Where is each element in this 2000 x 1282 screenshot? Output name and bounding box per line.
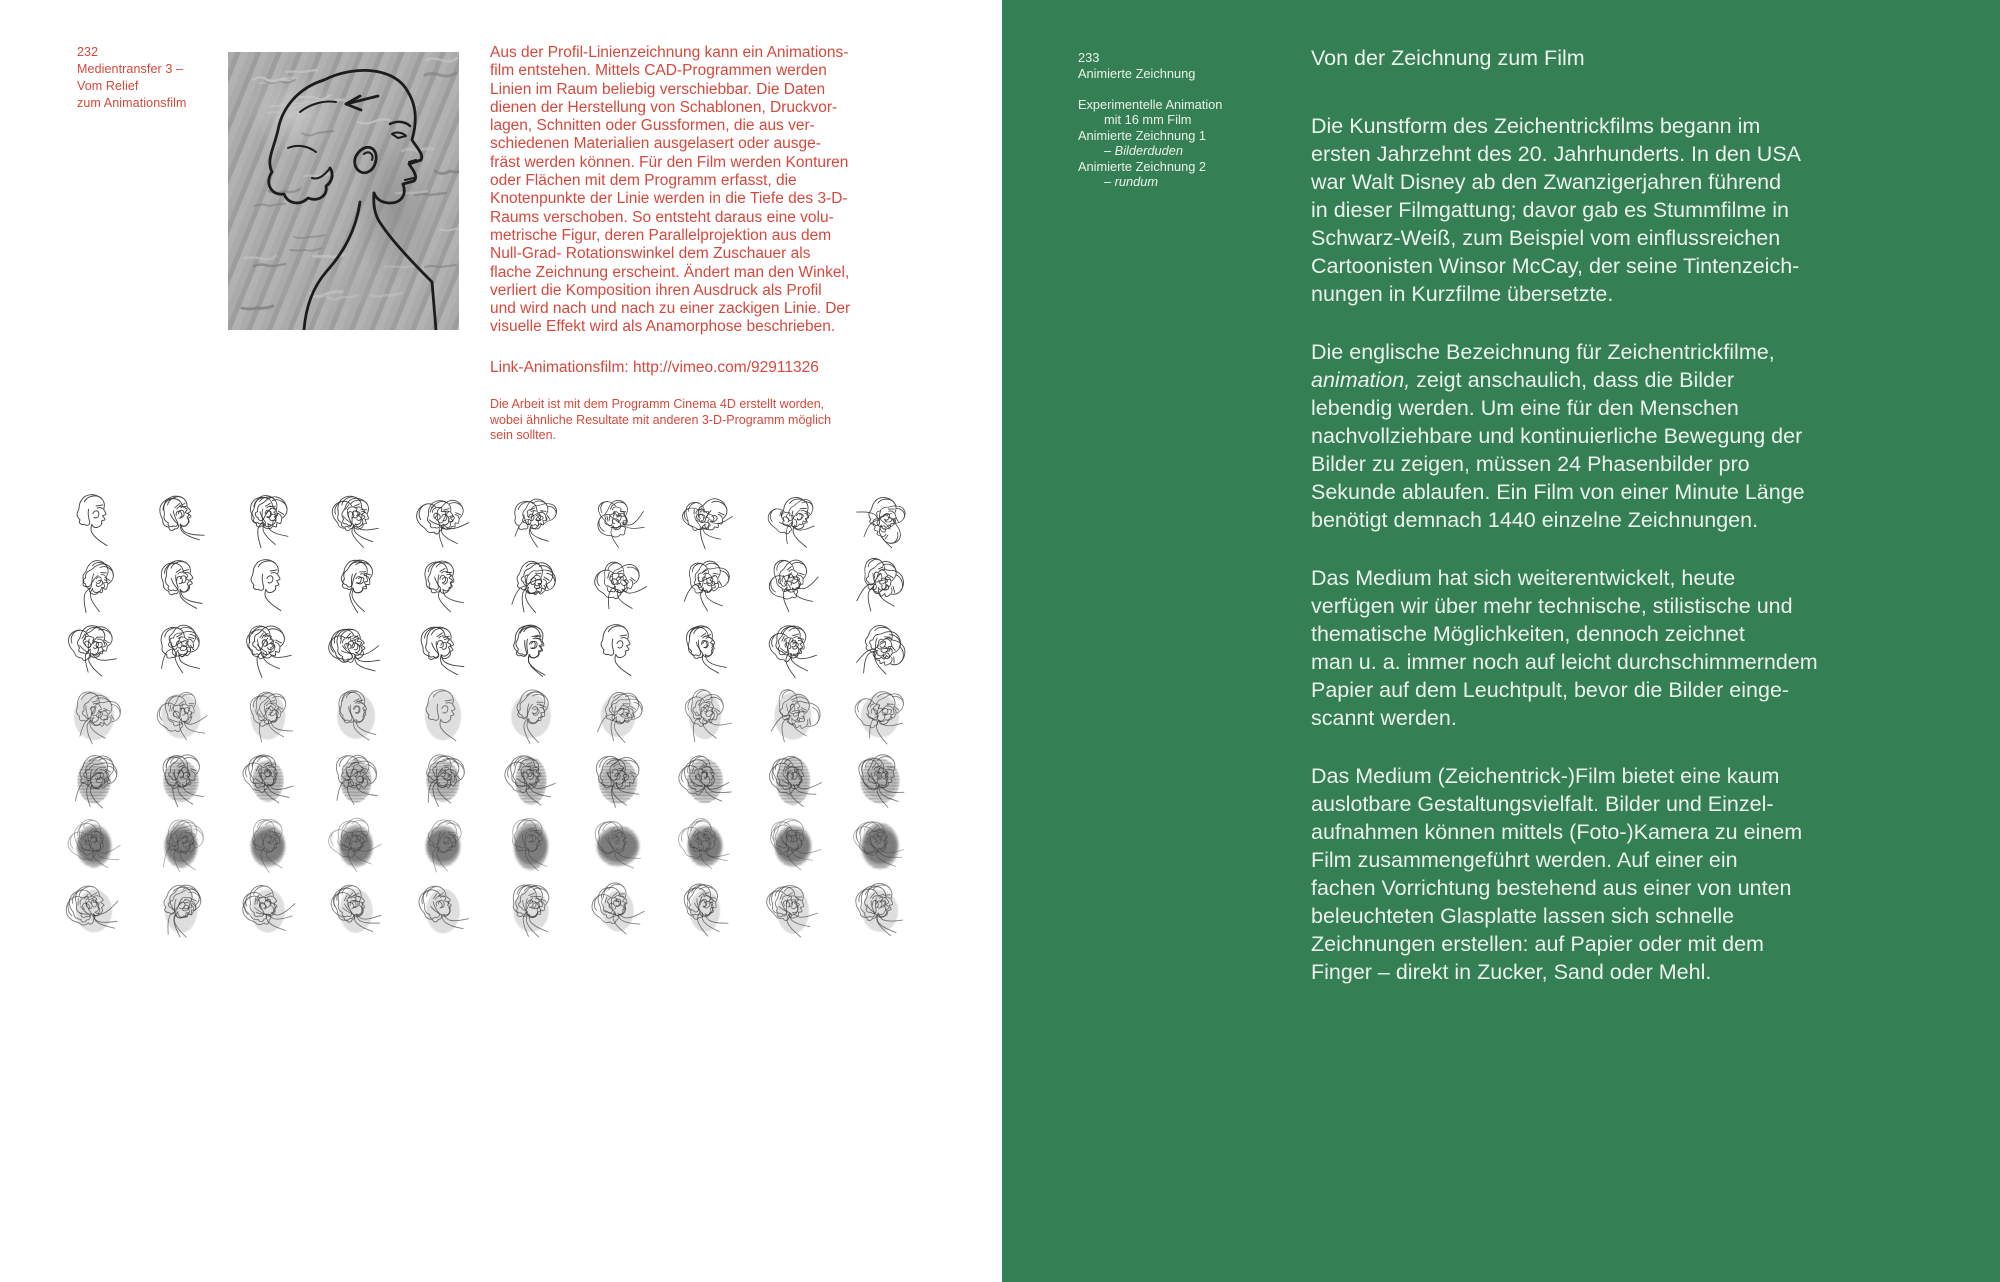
grid-head-cell bbox=[574, 618, 661, 683]
left-text-column bbox=[490, 44, 930, 444]
text-line: nachvollziehbare und kontinuierliche Bewegung der bbox=[1311, 424, 1803, 448]
grid-head-cell bbox=[487, 813, 574, 878]
grid-head-cell bbox=[749, 488, 836, 553]
text-line: lagen, Schnitten oder Gussformen, die aus ver- bbox=[490, 117, 815, 135]
text-line: Das Medium (Zeichentrick-)Film bietet eine kaum bbox=[1311, 764, 1780, 788]
page-number: 233 bbox=[1078, 50, 1100, 65]
grid-head-cell bbox=[50, 748, 137, 813]
grid-head-cell bbox=[312, 553, 399, 618]
right-text-column bbox=[1311, 44, 1891, 1016]
text-line: und wird nach und nach zu einer zackigen Linie. Der bbox=[490, 300, 851, 318]
grid-head-cell bbox=[225, 553, 312, 618]
text-line: benötigt demnach 1440 einzelne Zeichnungen. bbox=[1311, 508, 1759, 532]
text-line: verfügen wir über mehr technische, stilistische und bbox=[1311, 594, 1793, 618]
page-number-block-right bbox=[1078, 50, 1222, 190]
grid-head-cell bbox=[50, 813, 137, 878]
relief-texture bbox=[242, 58, 459, 309]
grid-head-cell bbox=[400, 488, 487, 553]
grid-head-cell bbox=[487, 488, 574, 553]
spacer bbox=[1078, 81, 1222, 97]
grid-head-cell bbox=[400, 683, 487, 748]
grid-head-cell bbox=[749, 553, 836, 618]
paragraph bbox=[1311, 112, 1891, 308]
grid-head-cell bbox=[574, 683, 661, 748]
text-line: Finger – direkt in Zucker, Sand oder Mehl. bbox=[1311, 960, 1712, 984]
grid-head-cell bbox=[487, 748, 574, 813]
caption-line: – rundum bbox=[1104, 174, 1159, 189]
grid-head-cell bbox=[400, 748, 487, 813]
text-line: Vom Relief bbox=[77, 79, 139, 93]
text-line: beleuchteten Glasplatte lassen sich schnelle bbox=[1311, 904, 1735, 928]
grid-head-cell bbox=[574, 813, 661, 878]
grid-head-cell bbox=[487, 878, 574, 943]
grid-head-cell bbox=[749, 618, 836, 683]
grid-head-cell bbox=[137, 878, 224, 943]
text-line: oder Flächen mit dem Programm erfasst, die bbox=[490, 172, 797, 190]
grid-head-cell bbox=[50, 878, 137, 943]
grid-head-cell bbox=[662, 683, 749, 748]
grid-head-cell bbox=[225, 618, 312, 683]
text-line: Cartoonisten Winsor McCay, der seine Tintenzeich- bbox=[1311, 254, 1800, 278]
text-line: Bilder zu zeigen, müssen 24 Phasenbilder pro bbox=[1311, 452, 1750, 476]
text-line: Die Kunstform des Zeichentrickfilms begann im bbox=[1311, 114, 1761, 138]
text-line: Sekunde ablaufen. Ein Film von einer Minute Länge bbox=[1311, 480, 1805, 504]
grid-head-cell bbox=[749, 878, 836, 943]
grid-head-cell bbox=[50, 488, 137, 553]
text-line: wobei ähnliche Resultate mit anderen 3-D-Programm möglich bbox=[490, 412, 832, 427]
text-line: animation, zeigt anschaulich, dass die Bilder bbox=[1311, 368, 1735, 392]
page-number: 232 bbox=[77, 45, 99, 59]
caption-line: Experimentelle Animation bbox=[1078, 96, 1223, 112]
text-line: aufnahmen können mittels (Foto-)Kamera zu einem bbox=[1311, 820, 1803, 844]
text-line: Film zusammengeführt werden. Auf einer ein bbox=[1311, 848, 1738, 872]
text-line: film entstehen. Mittels CAD-Programmen werden bbox=[490, 62, 827, 80]
grid-head-cell bbox=[225, 488, 312, 553]
caption-line: mit 16 mm Film bbox=[1104, 112, 1192, 127]
vimeo-link-text: Link-Animationsfilm: http://vimeo.com/92911326 bbox=[490, 358, 819, 376]
grid-head-cell bbox=[837, 683, 924, 748]
grid-head-cell bbox=[662, 748, 749, 813]
left-body-paragraph bbox=[490, 44, 930, 337]
caption-line: Animierte Zeichnung 1 bbox=[1078, 127, 1207, 143]
text-line: ersten Jahrzehnt des 20. Jahrhunderts. In den USA bbox=[1311, 142, 1802, 166]
grid-head-cell bbox=[662, 618, 749, 683]
text-line: schiedenen Materialien ausgelasert oder ausge- bbox=[490, 135, 821, 153]
grid-head-cell bbox=[662, 553, 749, 618]
grid-head-cell bbox=[487, 618, 574, 683]
grid-head-cell bbox=[487, 683, 574, 748]
grid-head-cell bbox=[400, 813, 487, 878]
grid-head-cell bbox=[837, 553, 924, 618]
text-line: man u. a. immer noch auf leicht durchschimmerndem bbox=[1311, 650, 1818, 674]
text-line: sein sollten. bbox=[490, 428, 557, 443]
body-paragraphs bbox=[1311, 112, 1891, 986]
text-line: zum Animationsfilm bbox=[77, 96, 187, 110]
text-line: lebendig werden. Um eine für den Menschen bbox=[1311, 396, 1739, 420]
grid-head-cell bbox=[837, 878, 924, 943]
grid-head-cell bbox=[312, 618, 399, 683]
grid-head-cell bbox=[312, 683, 399, 748]
text-line: scannt werden. bbox=[1311, 706, 1457, 730]
text-line: Knotenpunkte der Linie werden in die Tiefe des 3-D- bbox=[490, 190, 848, 208]
grid-head-cell bbox=[225, 813, 312, 878]
grid-head-cell bbox=[574, 488, 661, 553]
text-line: Papier auf dem Leuchtpult, bevor die Bilder einge- bbox=[1311, 678, 1790, 702]
text-line: Die Arbeit ist mit dem Programm Cinema 4D erstellt worden, bbox=[490, 397, 825, 412]
head-rotation-grid bbox=[50, 488, 924, 943]
text-line: war Walt Disney ab den Zwanzigerjahren führend bbox=[1311, 170, 1782, 194]
text-line: Linien im Raum beliebig verschiebbar. Die Daten bbox=[490, 80, 826, 98]
grid-head-cell bbox=[662, 813, 749, 878]
grid-head-cell bbox=[50, 618, 137, 683]
text-line: verliert die Komposition ihren Ausdruck als Profil bbox=[490, 281, 822, 299]
text-line: auslotbare Gestaltungsvielfalt. Bilder und Einzel- bbox=[1311, 792, 1774, 816]
text-line: Raums verschoben. So entsteht daraus eine volu- bbox=[490, 208, 834, 226]
text-line: flache Zeichnung erscheint. Ändert man den Winkel, bbox=[490, 263, 850, 281]
paragraph bbox=[1311, 564, 1891, 732]
grid-head-cell bbox=[137, 553, 224, 618]
grid-head-cell bbox=[400, 878, 487, 943]
grid-head-cell bbox=[137, 618, 224, 683]
text-line: Das Medium hat sich weiterentwickelt, heute bbox=[1311, 566, 1736, 590]
grid-head-cell bbox=[837, 813, 924, 878]
caption-line: – Bilderduden bbox=[1104, 143, 1183, 158]
film-caption-list bbox=[1078, 97, 1222, 190]
grid-head-cell bbox=[225, 748, 312, 813]
grid-head-cell bbox=[312, 488, 399, 553]
grid-head-cell bbox=[487, 553, 574, 618]
text-line: thematische Möglichkeiten, dennoch zeichnet bbox=[1311, 622, 1745, 646]
arrow-icon bbox=[346, 96, 378, 110]
grid-head-cell bbox=[749, 813, 836, 878]
paragraph bbox=[1311, 762, 1891, 986]
text-line: Null-Grad- Rotationswinkel dem Zuschauer als bbox=[490, 245, 811, 263]
section-heading: Von der Zeichnung zum Film bbox=[1311, 46, 1585, 70]
grid-head-cell bbox=[574, 553, 661, 618]
grid-head-cell bbox=[749, 748, 836, 813]
grid-head-cell bbox=[137, 748, 224, 813]
grid-head-cell bbox=[137, 488, 224, 553]
chapter-label: Animierte Zeichnung bbox=[1078, 65, 1196, 81]
grid-head-cell bbox=[50, 683, 137, 748]
grid-head-cell bbox=[574, 878, 661, 943]
chapter-label bbox=[77, 61, 186, 112]
grid-head-cell bbox=[312, 813, 399, 878]
text-line: visuelle Effekt wird als Anamorphose beschrieben. bbox=[490, 318, 836, 336]
grid-head-cell bbox=[749, 683, 836, 748]
grid-head-cell bbox=[574, 748, 661, 813]
grid-head-cell bbox=[312, 878, 399, 943]
relief-artwork-image bbox=[228, 52, 459, 330]
grid-head-cell bbox=[312, 748, 399, 813]
grid-head-cell bbox=[662, 878, 749, 943]
grid-head-cell bbox=[137, 683, 224, 748]
text-line: Schwarz-Weiß, zum Beispiel vom einflussreichen bbox=[1311, 226, 1781, 250]
page-right bbox=[1002, 0, 2000, 1282]
profile-contour-drawing bbox=[269, 70, 436, 330]
grid-head-cell bbox=[837, 618, 924, 683]
paragraph bbox=[1311, 338, 1891, 534]
grid-head-cell bbox=[137, 813, 224, 878]
text-line: Medientransfer 3 – bbox=[77, 62, 184, 76]
caption-line: Animierte Zeichnung 2 bbox=[1078, 158, 1207, 174]
grid-head-cell bbox=[225, 878, 312, 943]
text-line: Aus der Profil-Linienzeichnung kann ein Animations- bbox=[490, 44, 849, 61]
text-line: fachen Vorrichtung bestehend aus einer von unten bbox=[1311, 876, 1792, 900]
grid-head-cell bbox=[225, 683, 312, 748]
grid-head-cell bbox=[50, 553, 137, 618]
text-line: metrische Figur, deren Parallelprojektion aus dem bbox=[490, 226, 832, 244]
text-line: in dieser Filmgattung; davor gab es Stummfilme in bbox=[1311, 198, 1789, 222]
text-line: Zeichnungen erstellen: auf Papier oder mit dem bbox=[1311, 932, 1764, 956]
text-line: nungen in Kurzfilme übersetzte. bbox=[1311, 282, 1614, 306]
grid-head-cell bbox=[837, 488, 924, 553]
text-line: dienen der Herstellung von Schablonen, Druckvor- bbox=[490, 98, 838, 116]
page-number-block-left bbox=[77, 44, 186, 112]
grid-head-cell bbox=[662, 488, 749, 553]
left-footnote bbox=[490, 397, 930, 444]
text-line: Die englische Bezeichnung für Zeichentrickfilme, bbox=[1311, 340, 1775, 364]
text-line: fräst werden können. Für den Film werden Konturen bbox=[490, 153, 849, 171]
grid-head-cell bbox=[400, 553, 487, 618]
grid-head-cell bbox=[400, 618, 487, 683]
grid-head-cell bbox=[837, 748, 924, 813]
